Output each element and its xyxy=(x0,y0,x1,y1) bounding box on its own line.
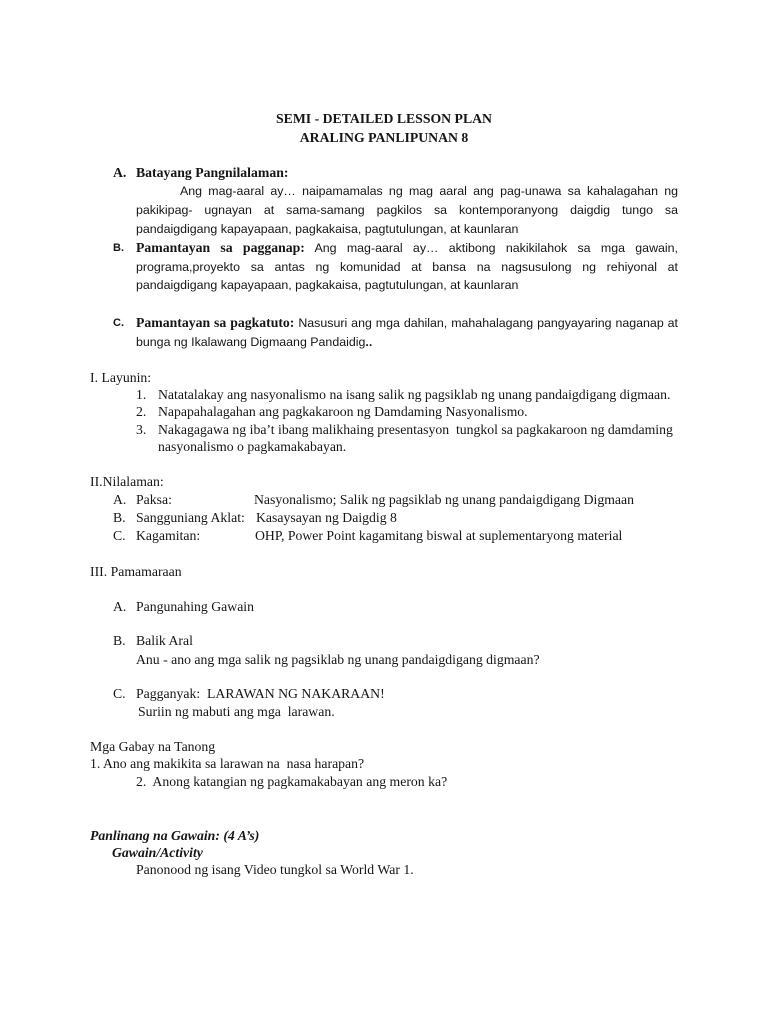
standard-a-label: Batayang Pangnilalaman: xyxy=(136,165,289,180)
standard-c-label: Pamantayan sa pagkatuto: xyxy=(136,315,295,330)
standard-c-text-1: Nasusuri ang mga dahilan, mahahalagang pangyayaring naganap at xyxy=(298,316,678,330)
standard-c-line-1 xyxy=(136,314,678,332)
standard-c-end-mark: .. xyxy=(365,335,373,349)
pamamaraan-item-c-detail: Suriin ng mabuti ang mga larawan. xyxy=(138,704,335,719)
nilalaman-item-b-value: Kasaysayan ng Daigdig 8 xyxy=(256,510,397,525)
gabay-heading: Mga Gabay na Tanong xyxy=(90,739,216,754)
standard-b-line-2: programa,proyekto sa antas ng komunidad at bansa na nagsusulong ng rehiyonal at xyxy=(136,260,678,274)
standard-b-marker: B. xyxy=(113,242,124,254)
standard-c-marker: C. xyxy=(113,317,124,329)
layunin-item-2-number: 2. xyxy=(136,404,147,419)
layunin-heading: I. Layunin: xyxy=(90,370,152,385)
nilalaman-item-a-value: Nasyonalismo; Salik ng pagsiklab ng unang pandaigdigang Digmaan xyxy=(254,492,634,507)
document-title: SEMI - DETAILED LESSON PLAN xyxy=(276,111,492,126)
layunin-item-3-text-2: nasyonalismo o pagkamakabayan. xyxy=(158,439,347,454)
pamamaraan-item-c-marker: C. xyxy=(113,686,126,701)
standard-c-text-2: bunga ng Ikalawang Digmaang Pandaidig xyxy=(136,335,366,349)
pamamaraan-heading: III. Pamamaraan xyxy=(90,564,182,579)
standard-b-label: Pamantayan sa pagganap: xyxy=(136,240,305,255)
layunin-item-2-text: Napapahalagahan ang pagkakaroon ng Damdaming Nasyonalismo. xyxy=(158,404,528,419)
panlinang-heading: Panlinang na Gawain: (4 A’s) xyxy=(90,828,260,843)
standard-a-line-2: pakikipag- ugnayan at sama-samang pagkilos sa kontemporanyong daigdig tungo sa xyxy=(136,203,678,217)
pamamaraan-item-a-marker: A. xyxy=(113,599,127,614)
standard-a-line-3: pandaigdigang kapayapaan, pagkakaisa, pagtutulungan, at kaunlaran xyxy=(136,222,519,236)
layunin-item-3-number: 3. xyxy=(136,422,147,437)
standard-a-marker: A. xyxy=(113,165,127,180)
standard-b-line-3: pandaigdigang kapayapaan, pagkakaisa, pagtutulungan, at kaunlaran xyxy=(136,278,519,292)
nilalaman-item-c-marker: C. xyxy=(113,528,126,543)
panlinang-activity-text: Panonood ng isang Video tungkol sa World War 1. xyxy=(136,862,414,877)
layunin-item-3-text-1: Nakagagawa ng iba’t ibang malikhaing presentasyon tungkol sa pagkakaroon ng damdaming xyxy=(158,422,673,437)
panlinang-subheading: Gawain/Activity xyxy=(112,845,203,860)
gabay-question-2: 2. Anong katangian ng pagkamakabayan ang meron ka? xyxy=(136,774,448,789)
nilalaman-item-a-marker: A. xyxy=(113,492,127,507)
pamamaraan-item-b-detail: Anu - ano ang mga salik ng pagsiklab ng unang pandaigdigang digmaan? xyxy=(136,652,540,667)
pamamaraan-item-b-marker: B. xyxy=(113,633,126,648)
layunin-item-1-text: Natatalakay ang nasyonalismo na isang salik ng pagsiklab ng unang pandaigdigang digmaan. xyxy=(158,387,671,402)
standard-b-text-1: Ang mag-aaral ay… aktibong nakikilahok sa mga gawain, xyxy=(314,241,678,255)
nilalaman-item-b-marker: B. xyxy=(113,510,126,525)
pamamaraan-item-a-text: Pangunahing Gawain xyxy=(136,599,254,614)
pamamaraan-item-b-text: Balik Aral xyxy=(136,633,193,648)
pamamaraan-item-c-text: Pagganyak: LARAWAN NG NAKARAAN! xyxy=(136,686,385,701)
nilalaman-item-c-value: OHP, Power Point kagamitang biswal at suplementaryong material xyxy=(255,528,623,543)
nilalaman-item-c-label: Kagamitan: xyxy=(136,528,201,543)
nilalaman-item-a-label: Paksa: xyxy=(136,492,172,507)
layunin-item-1-number: 1. xyxy=(136,387,147,402)
document-subtitle: ARALING PANLIPUNAN 8 xyxy=(299,130,469,145)
nilalaman-item-b-label: Sangguniang Aklat: xyxy=(136,510,245,525)
standard-a-line-1: Ang mag-aaral ay… naipamamalas ng mag aaral ang pag-unawa sa kahalagahan ng xyxy=(180,184,678,198)
standard-c-line-2 xyxy=(136,333,372,351)
standard-b-line-1 xyxy=(136,239,678,257)
nilalaman-heading: II.Nilalaman: xyxy=(90,474,164,489)
gabay-question-1: 1. Ano ang makikita sa larawan na nasa harapan? xyxy=(90,756,365,771)
